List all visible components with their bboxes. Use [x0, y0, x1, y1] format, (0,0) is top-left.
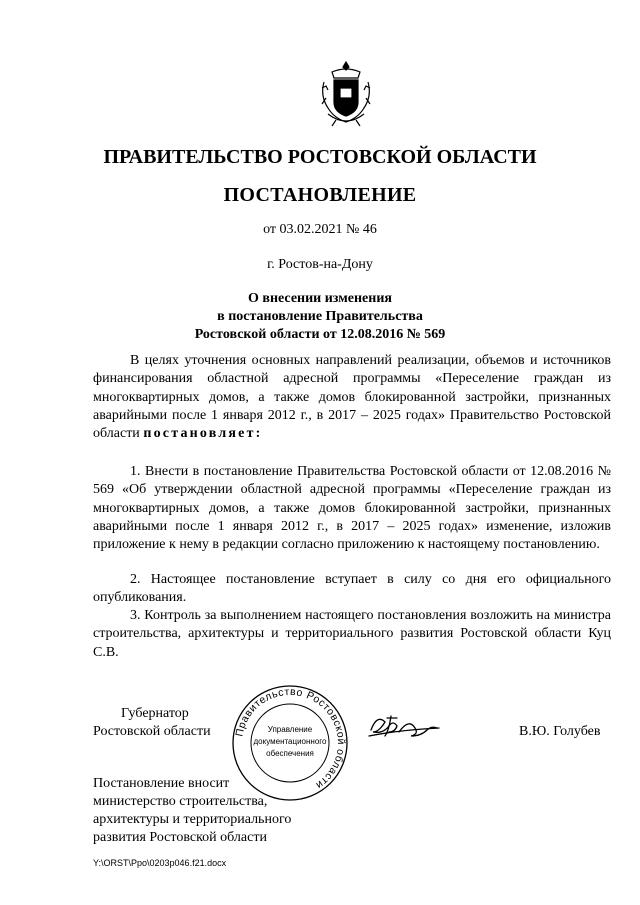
- introduced-by-line: Постановление вносит: [93, 776, 230, 791]
- file-path-footer: Y:\ORST\Ppo\0203p046.f21.docx: [93, 858, 227, 868]
- handwritten-signature: [365, 708, 445, 748]
- item-2-paragraph: 2. Настоящее постановление вступает в силу со дня его официального опубликования.: [93, 572, 611, 606]
- item-1-paragraph: 1. Внести в постановление Правительства Ростовской области от 12.08.2016 № 569 «Об утверждении областной адресной программы «Переселение граждан из многоквартирных домов, а также домов блокированной застройки, признанных аварийными после 1 января 2012 г., в 2017 – 2025 годах» изменение, изложив приложение к нему в редакции согласно приложению к настоящему постановлению.: [93, 464, 611, 553]
- date-number: от 03.02.2021 № 46: [263, 222, 377, 237]
- signatory-name: В.Ю. Голубев: [519, 724, 601, 739]
- decree-word: постановляет:: [143, 426, 263, 442]
- coat-of-arms-icon: [318, 58, 374, 130]
- city: г. Ростов-на-Дону: [267, 257, 373, 272]
- subject-line: Ростовской области от 12.08.2016 № 569: [194, 327, 446, 342]
- document-type: ПОСТАНОВЛЕНИЕ: [223, 184, 417, 206]
- introduced-by-line: архитектуры и территориального: [93, 812, 292, 827]
- introduced-by-block: [93, 775, 291, 847]
- signatory-title-line1: Губернатор: [121, 706, 189, 721]
- introduced-by-line: развития Ростовской области: [93, 830, 267, 845]
- government-title: ПРАВИТЕЛЬСТВО РОСТОВСКОЙ ОБЛАСТИ: [103, 146, 537, 168]
- subject-line: в постановление Правительства: [217, 309, 423, 324]
- signatory-title-line2: Ростовской области: [93, 724, 211, 739]
- stamp-inner-line: документационного: [253, 737, 327, 746]
- stamp-inner-line: обеспечения: [266, 749, 314, 758]
- introduced-by-line: министерство строительства,: [93, 794, 268, 809]
- subject-line: О внесении изменения: [248, 291, 392, 306]
- item-3-paragraph: 3. Контроль за выполнением настоящего постановления возложить на министра строительства, архитектуры и территориального развития Ростовской области Куц С.В.: [93, 608, 611, 660]
- preamble-text: В целях уточнения основных направлений реализации, объемов и источников финансирования областной адресной программы «Переселение граждан из многоквартирных домов, а также домов блокированной застройки, признанных аварийными после 1 января 2012 г., в 2017 – 2025 годах» Правительство Ростовской области: [93, 353, 611, 442]
- preamble-paragraph: [93, 352, 611, 443]
- document-subject: [0, 290, 640, 344]
- stamp-inner-line: Управление: [267, 725, 313, 734]
- stamp-ring-text: Правительство Ростовской области: [233, 685, 348, 792]
